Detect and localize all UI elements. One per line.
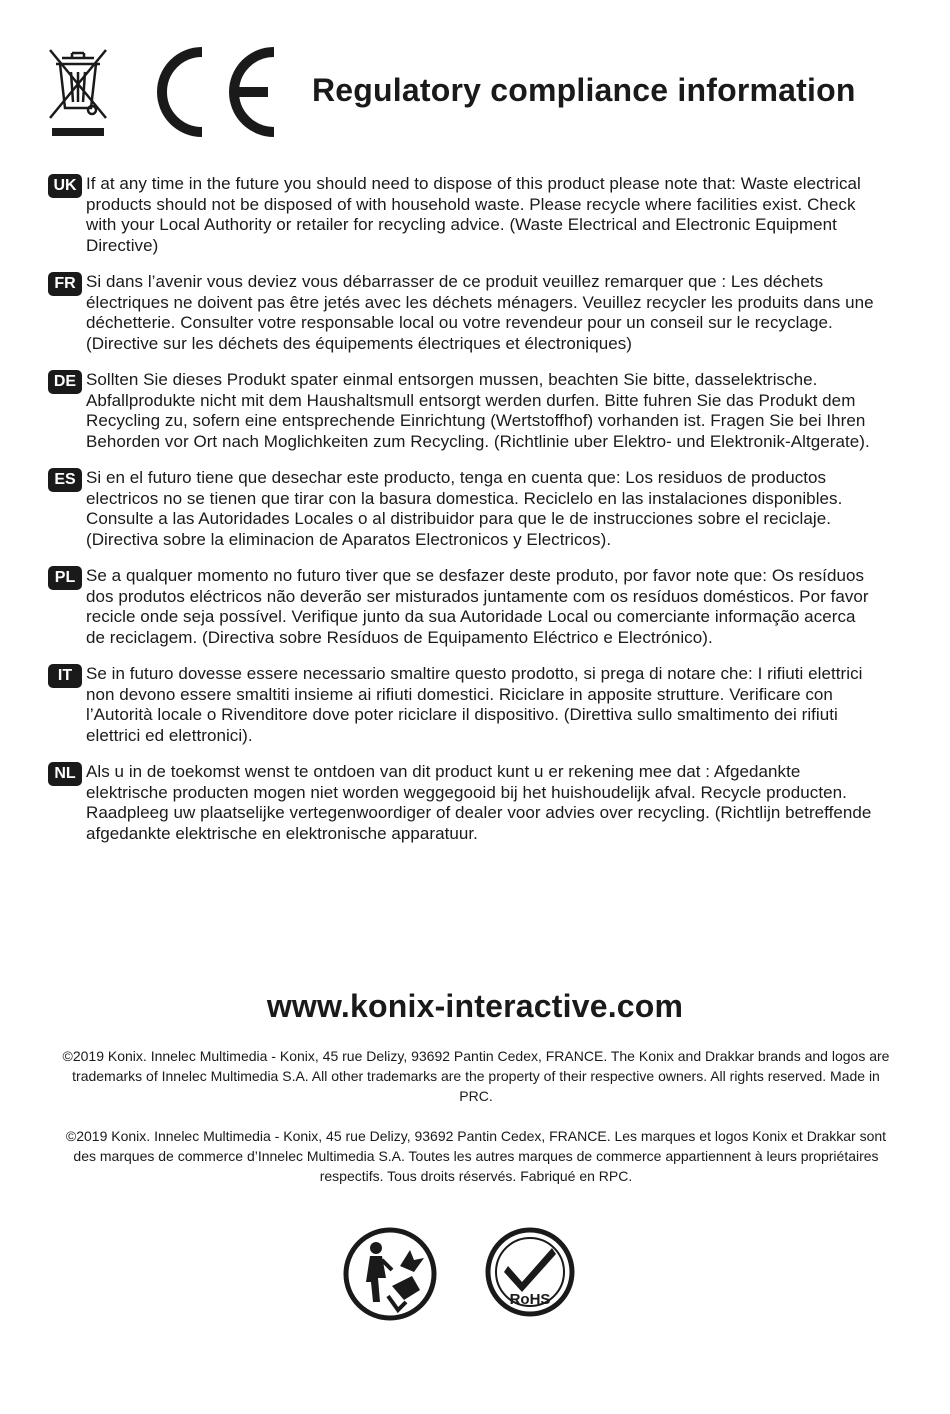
section-nl	[48, 762, 878, 844]
legal-notice-english: ©2019 Konix. Innelec Multimedia - Konix, 45 rue Delizy, 93692 Pantin Cedex, FRANCE. The Konix and Drakkar brands and logos are trademarks of Innelec Multimedia S.A. All other trademarks are the property of their respective owners. All rights reserved. Made in PRC.	[62, 1048, 890, 1104]
language-badge-fr: FR	[48, 272, 82, 296]
section-text-es: Si en el futuro tiene que desechar este producto, tenga en cuenta que: Los residuos de productos electricos no se tienen que tirar con la basura domestica. Reciclelo en las instalaciones disponibles. Consulte a las Autoridades Locales o al distribuidor para que le de instrucciones sobre el reciclaje. (Directiva sobre la eliminacion de Aparatos Electronicos y Electricos).	[86, 468, 843, 549]
header	[44, 42, 904, 142]
section-text-pl: Se a qualquer momento no futuro tiver que se desfazer deste produto, por favor note que: Os resíduos dos produtos eléctricos não deverão ser misturados juntamente com os resíduos domésticos. Por favor recicle onde seja possível. Verifique junto da sua Autoridade Local ou comerciante informação acerca de reciclagem. (Directiva sobre Resíduos de Equipamento Eléctrico e Electrónico).	[86, 566, 869, 647]
section-text-it: Se in futuro dovesse essere necessario smaltire questo prodotto, si prega di notare che: I rifiuti elettrici non devono essere smaltiti insieme ai rifiuti domestici. Riciclare in apposite strutture. Verificare con l’Autorità locale o Rivenditore dove poter riciclare il dispositivo. (Direttiva sullo smaltimento dei rifiuti elettrici ed elettronici).	[86, 664, 863, 745]
rohs-icon	[484, 1226, 576, 1318]
section-it	[48, 664, 878, 746]
section-text-nl: Als u in de toekomst wenst te ontdoen van dit product kunt u er rekening mee dat : Afgedankte elektrische producten mogen niet worden weggegooid bij het huishoudelijk afval. Recycle producten. Raadpleeg uw plaatselijke vertegenwoordiger of dealer voor advies over recycling. (Richtlijn betreffende afgedankte elektrische en elektronische apparatuur.	[86, 762, 872, 843]
compliance-sections	[48, 174, 878, 860]
section-uk	[48, 174, 878, 256]
language-badge-it: IT	[48, 664, 82, 688]
language-badge-pl: PL	[48, 566, 82, 590]
crossed-out-wheelie-bin-icon	[46, 46, 110, 138]
language-badge-uk: UK	[48, 174, 82, 198]
language-badge-es: ES	[48, 468, 82, 492]
page-title: Regulatory compliance information	[312, 72, 856, 108]
tidyman-recycle-icon	[342, 1226, 438, 1322]
ce-mark-icon	[150, 44, 282, 140]
language-badge-nl: NL	[48, 762, 82, 786]
legal-notice-french: ©2019 Konix. Innelec Multimedia - Konix, 45 rue Delizy, 93692 Pantin Cedex, FRANCE. Les marques et logos Konix et Drakkar sont des marques de commerce d’Innelec Multimedia S.A. Toutes les autres marques de commerce appartiennent à leurs propriétaires respectifs. Tous droits réservés. Fabriqué en RPC.	[65, 1128, 887, 1184]
section-text-de: Sollten Sie dieses Produkt spater einmal entsorgen mussen, beachten Sie bitte, dasselektrische. Abfallprodukte nicht mit dem Haushaltsmull entsorgt werden durfen. Bitte fuhren Sie das Produkt dem Recycling zu, sofern eine entsprechende Einrichtung (Wertstoffhof) vorhanden ist. Fragen Sie bei Ihren Behorden vor Ort nach Moglichkeiten zum Recycling. (Richtlinie uber Elektro- und Elektronik-Altgerate).	[86, 370, 870, 451]
language-badge-de: DE	[48, 370, 82, 394]
section-text-fr: Si dans l’avenir vous deviez vous débarrasser de ce produit veuillez remarquer que : Les déchets électriques ne doivent pas être jetés avec les déchets ménagers. Veuillez recycler les produits dans une déchetterie. Consulter votre responsable local ou votre revendeur pour un conseil sur le recyclage. (Directive sur les déchets des équipements électriques et électroniques)	[86, 272, 874, 353]
section-fr	[48, 272, 878, 354]
section-pl	[48, 566, 878, 648]
rohs-label: RoHS	[509, 1291, 551, 1308]
section-de	[48, 370, 878, 452]
website-url[interactable]: www.konix-interactive.com	[266, 988, 684, 1024]
section-es	[48, 468, 878, 550]
section-text-uk: If at any time in the future you should need to dispose of this product please note that: Waste electrical products should not be disposed of with household waste. Please recycle where facilities exist. Check with your Local Authority or retailer for recycling advice. (Waste Electrical and Electronic Equipment Directive)	[86, 174, 861, 255]
